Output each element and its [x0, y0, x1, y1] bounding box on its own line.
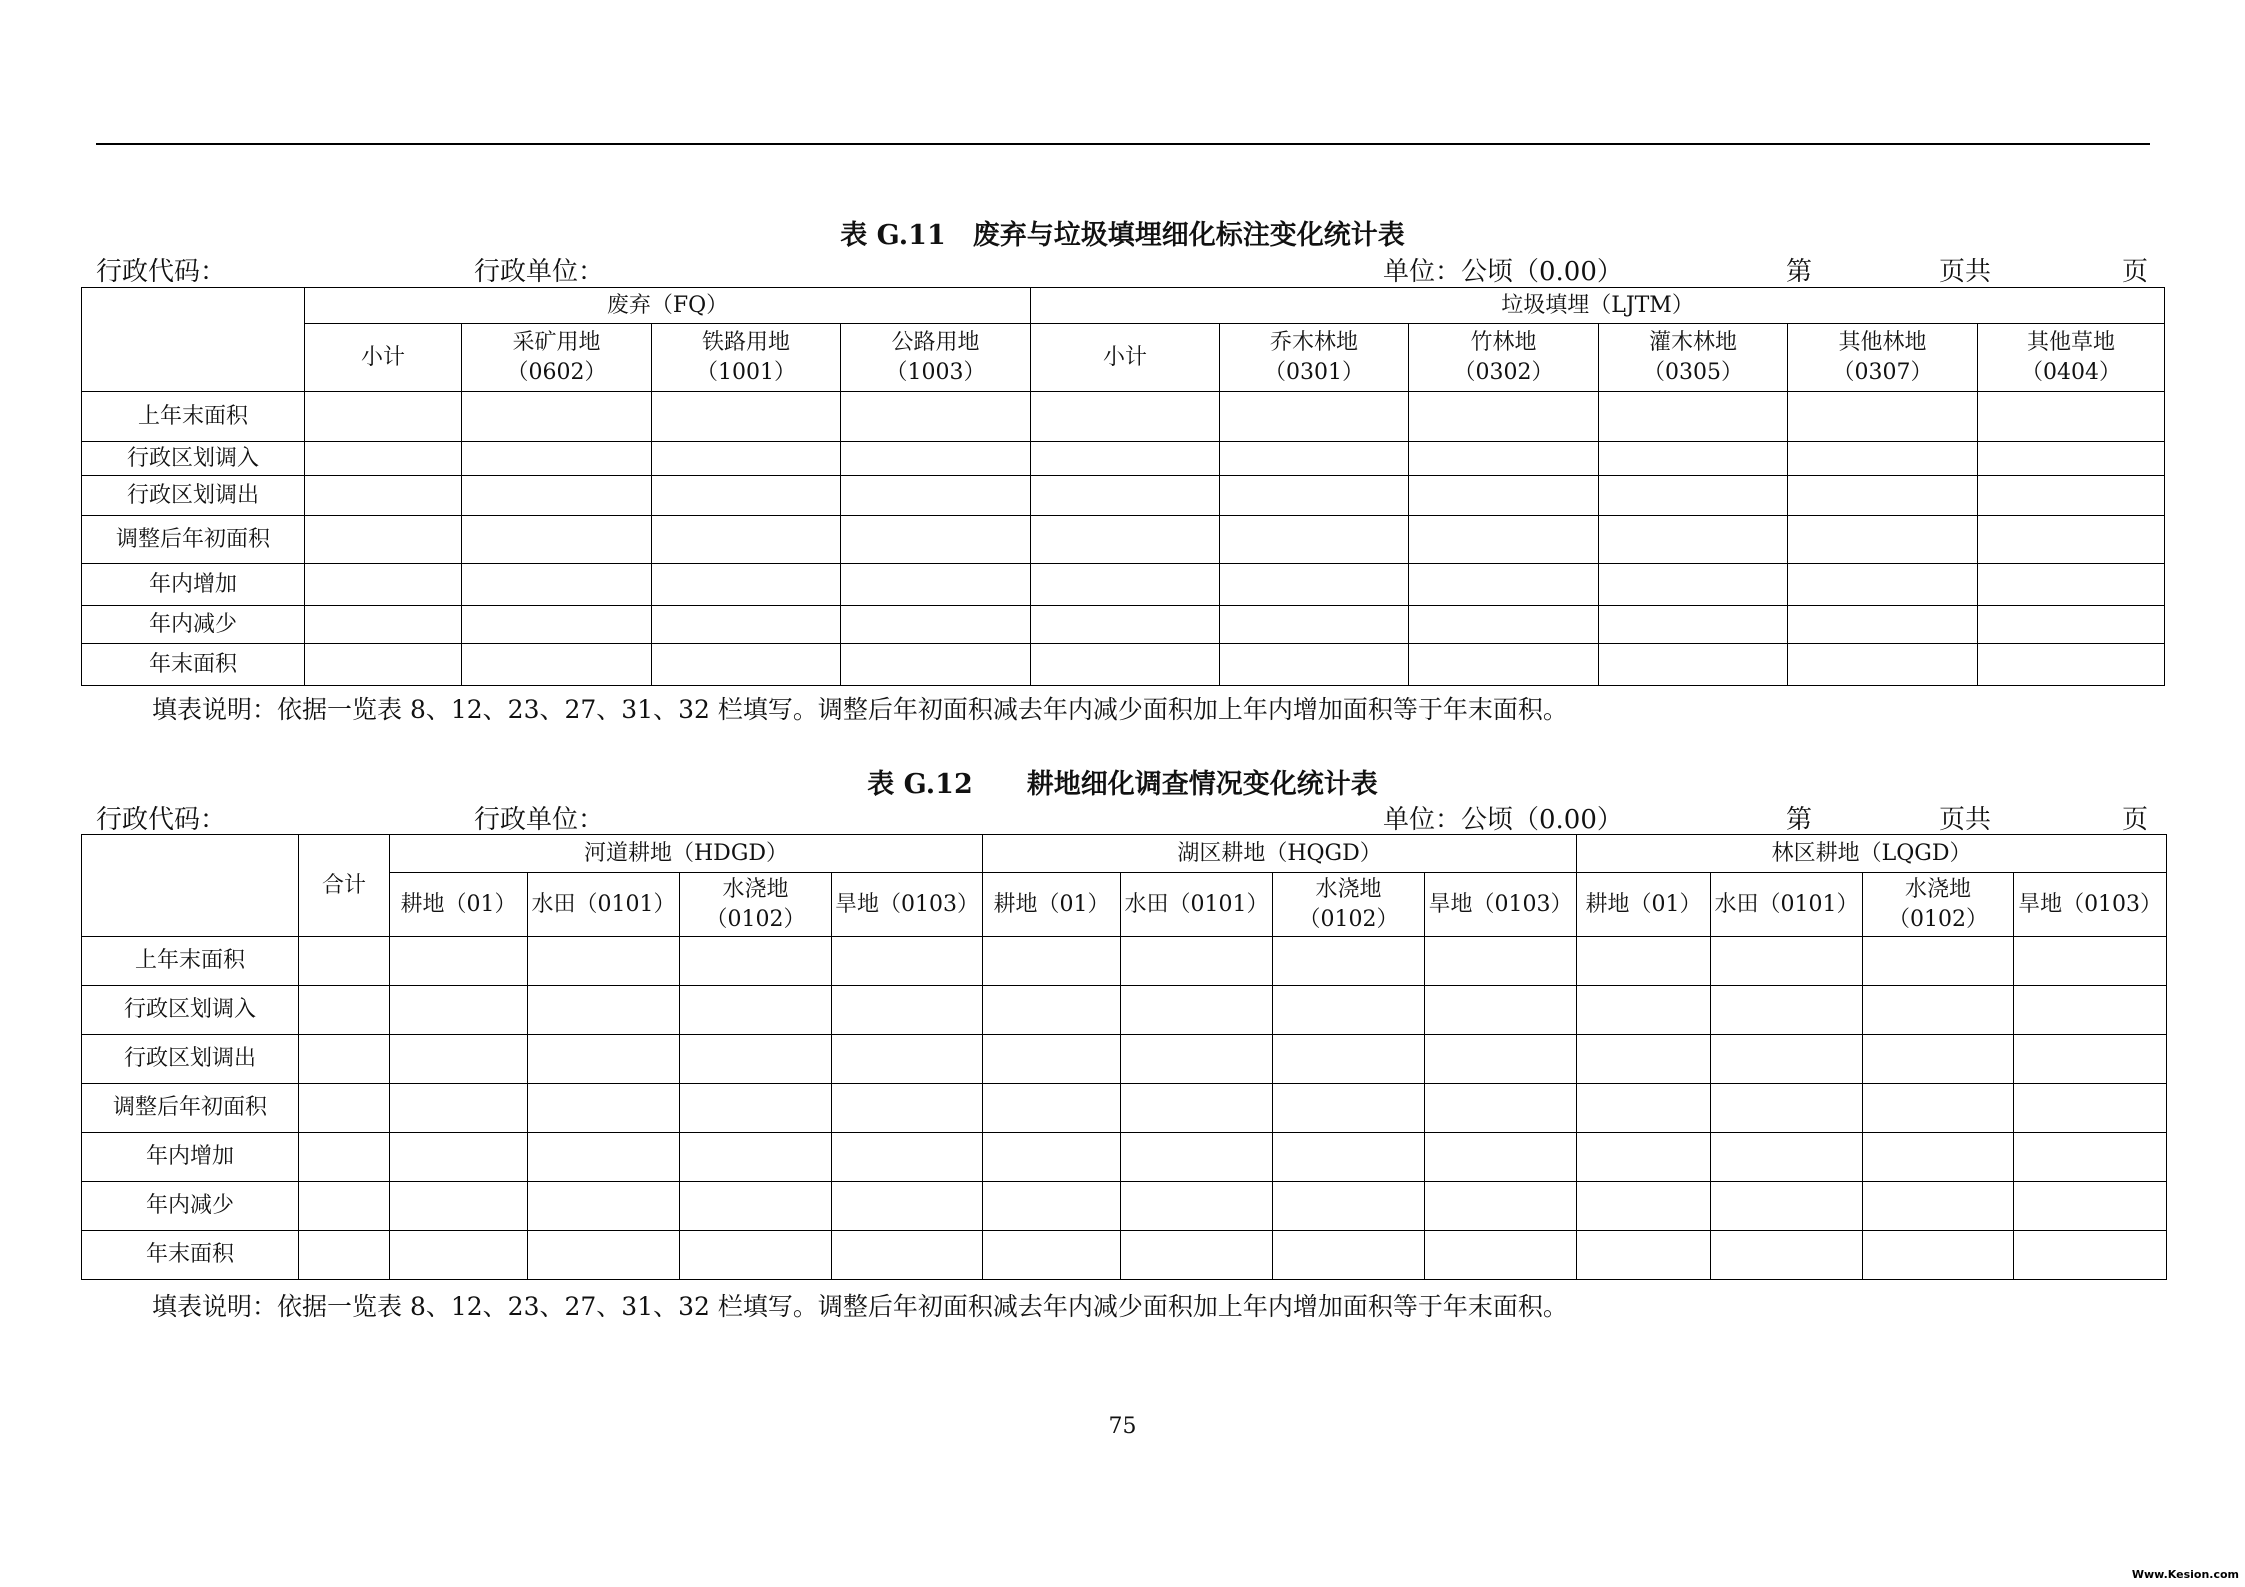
column-code: （0404）: [2021, 359, 2122, 385]
column-header: [1711, 873, 1863, 937]
column-code: （0307）: [1832, 359, 1933, 385]
data-cell[interactable]: [1425, 1035, 1577, 1084]
column-header: [1978, 324, 2165, 392]
data-cell[interactable]: [1273, 986, 1425, 1035]
data-cell[interactable]: [1409, 516, 1599, 564]
data-cell[interactable]: [390, 1035, 528, 1084]
data-cell[interactable]: [1425, 1182, 1577, 1231]
column-header: [1863, 873, 2014, 937]
column-name: 水田（0101）: [1714, 891, 1859, 917]
data-cell[interactable]: [462, 442, 652, 476]
group-header-ljtm: 垃圾填埋（LJTM）: [1031, 288, 2165, 324]
data-cell[interactable]: [2014, 1231, 2167, 1280]
group-header: 河道耕地（HDGD）: [390, 835, 983, 873]
data-cell[interactable]: [1788, 644, 1978, 686]
data-cell[interactable]: [528, 1182, 680, 1231]
column-header: [652, 324, 841, 392]
total-header: 合计: [299, 835, 390, 937]
column-header: [841, 324, 1031, 392]
data-cell[interactable]: [832, 1035, 983, 1084]
data-cell[interactable]: [1599, 392, 1788, 442]
table-row: [82, 1133, 2167, 1182]
data-cell[interactable]: [1863, 986, 2014, 1035]
data-cell[interactable]: [1978, 564, 2165, 606]
table-g11-title: 表 G.11 废弃与垃圾填埋细化标注变化统计表: [840, 220, 1405, 251]
data-cell[interactable]: [305, 516, 462, 564]
column-header: [1425, 873, 1577, 937]
data-cell[interactable]: [299, 937, 390, 986]
data-cell[interactable]: [832, 1231, 983, 1280]
data-cell[interactable]: [528, 1133, 680, 1182]
data-cell[interactable]: [1121, 1035, 1273, 1084]
table-g12-title: 表 G.12 耕地细化调查情况变化统计表: [867, 769, 1378, 800]
data-cell[interactable]: [652, 392, 841, 442]
watermark: Www.Kesion.com: [2131, 1568, 2239, 1581]
data-cell[interactable]: [841, 392, 1031, 442]
data-cell[interactable]: [1409, 442, 1599, 476]
corner-cell: [82, 288, 305, 392]
admin-code-label: 行政代码：: [96, 805, 227, 835]
data-cell[interactable]: [1978, 476, 2165, 516]
table-g12-note: 填表说明：依据一览表 8、12、23、27、31、32 栏填写。调整后年初面积减去年内减少面积加上年内增加面积等于年末面积。: [152, 1292, 1568, 1321]
data-cell[interactable]: [462, 644, 652, 686]
data-cell[interactable]: [390, 986, 528, 1035]
measure-unit: 单位：公顷（0.00）: [1383, 805, 1623, 835]
data-cell[interactable]: [305, 476, 462, 516]
column-header: [1788, 324, 1978, 392]
column-code: （0102）: [1888, 906, 1989, 932]
column-header: [390, 873, 528, 937]
data-cell[interactable]: [1220, 644, 1409, 686]
page-number: 75: [1108, 1414, 1137, 1439]
row-label: 年末面积: [82, 1231, 299, 1280]
column-name: 旱地（0103）: [2018, 891, 2163, 917]
table-row: [82, 986, 2167, 1035]
data-cell[interactable]: [1273, 1035, 1425, 1084]
column-header: [983, 873, 1121, 937]
data-cell[interactable]: [299, 1231, 390, 1280]
page-ye: 页: [2122, 257, 2149, 287]
table-row: [82, 1182, 2167, 1231]
page-di: 第: [1786, 257, 1813, 287]
group-header: 林区耕地（LQGD）: [1577, 835, 2167, 873]
column-header: [462, 324, 652, 392]
data-cell[interactable]: [1577, 937, 1711, 986]
admin-code-label: 行政代码：: [96, 257, 227, 287]
data-cell[interactable]: [1121, 1231, 1273, 1280]
data-cell[interactable]: [1577, 1231, 1711, 1280]
corner-cell: [82, 835, 299, 937]
data-cell[interactable]: [832, 1084, 983, 1133]
data-cell[interactable]: [680, 1035, 832, 1084]
data-cell[interactable]: [1788, 564, 1978, 606]
data-cell[interactable]: [528, 986, 680, 1035]
table-row: [82, 564, 2165, 606]
data-cell[interactable]: [1273, 1133, 1425, 1182]
data-cell[interactable]: [680, 937, 832, 986]
column-code: （0102）: [1298, 906, 1399, 932]
data-cell[interactable]: [841, 516, 1031, 564]
data-cell[interactable]: [305, 644, 462, 686]
data-cell[interactable]: [1788, 516, 1978, 564]
data-cell[interactable]: [1220, 606, 1409, 644]
data-cell[interactable]: [1031, 606, 1220, 644]
data-cell[interactable]: [983, 937, 1121, 986]
data-cell[interactable]: [680, 1182, 832, 1231]
data-cell[interactable]: [1978, 516, 2165, 564]
column-name: 采矿用地: [512, 329, 601, 355]
data-cell[interactable]: [1863, 1231, 2014, 1280]
column-name: 公路用地: [891, 329, 980, 355]
table-row: [82, 392, 2165, 442]
table-row: [82, 606, 2165, 644]
row-label: 调整后年初面积: [82, 516, 305, 564]
data-cell[interactable]: [390, 1133, 528, 1182]
data-cell[interactable]: [299, 1133, 390, 1182]
column-name: 耕地（01）: [1585, 891, 1702, 917]
table-row: [82, 442, 2165, 476]
data-cell[interactable]: [305, 442, 462, 476]
column-name: 其他草地: [2027, 329, 2116, 355]
column-code: （0102）: [705, 906, 806, 932]
data-cell[interactable]: [1863, 1035, 2014, 1084]
table-g11-body: [82, 392, 2165, 686]
table-row: [82, 1035, 2167, 1084]
data-cell[interactable]: [1788, 606, 1978, 644]
data-cell[interactable]: [1220, 476, 1409, 516]
data-cell[interactable]: [1711, 1084, 1863, 1133]
column-header: [1031, 324, 1220, 392]
data-cell[interactable]: [652, 442, 841, 476]
column-code: （0302）: [1453, 359, 1554, 385]
data-cell[interactable]: [1031, 442, 1220, 476]
data-cell[interactable]: [1978, 606, 2165, 644]
column-header: [1577, 873, 1711, 937]
group-header: 湖区耕地（HQGD）: [983, 835, 1577, 873]
data-cell[interactable]: [832, 937, 983, 986]
data-cell[interactable]: [1577, 1133, 1711, 1182]
column-header: [680, 873, 832, 937]
data-cell[interactable]: [680, 986, 832, 1035]
page-gong: 页共: [1939, 805, 1992, 835]
data-cell[interactable]: [1220, 392, 1409, 442]
data-cell[interactable]: [1599, 516, 1788, 564]
data-cell[interactable]: [390, 1084, 528, 1133]
column-code: （1001）: [696, 359, 796, 385]
admin-unit-label: 行政单位：: [474, 257, 605, 287]
data-cell[interactable]: [983, 1084, 1121, 1133]
column-header: [1273, 873, 1425, 937]
data-cell[interactable]: [299, 986, 390, 1035]
measure-unit: 单位：公顷（0.00）: [1383, 257, 1623, 287]
table-row: [82, 1231, 2167, 1280]
column-name: 水浇地: [722, 876, 789, 902]
data-cell[interactable]: [1121, 1084, 1273, 1133]
column-header: [1599, 324, 1788, 392]
data-cell[interactable]: [983, 1133, 1121, 1182]
data-cell[interactable]: [390, 937, 528, 986]
data-cell[interactable]: [305, 564, 462, 606]
data-cell[interactable]: [983, 1182, 1121, 1231]
data-cell[interactable]: [652, 606, 841, 644]
data-cell[interactable]: [1788, 476, 1978, 516]
data-cell[interactable]: [1978, 442, 2165, 476]
data-cell[interactable]: [2014, 1084, 2167, 1133]
column-code: （0305）: [1643, 359, 1743, 385]
data-cell[interactable]: [652, 476, 841, 516]
data-cell[interactable]: [1031, 564, 1220, 606]
row-label: 行政区划调入: [82, 986, 299, 1035]
data-cell[interactable]: [528, 1035, 680, 1084]
data-cell[interactable]: [1711, 1231, 1863, 1280]
row-label: 行政区划调入: [82, 442, 305, 476]
data-cell[interactable]: [1577, 1084, 1711, 1133]
column-name: 水浇地: [1905, 876, 1972, 902]
data-cell[interactable]: [1978, 392, 2165, 442]
page-di: 第: [1786, 805, 1813, 835]
data-cell[interactable]: [1599, 442, 1788, 476]
data-cell[interactable]: [841, 606, 1031, 644]
data-cell[interactable]: [841, 564, 1031, 606]
data-cell[interactable]: [390, 1182, 528, 1231]
column-name: 其他林地: [1838, 329, 1927, 355]
row-label: 行政区划调出: [82, 1035, 299, 1084]
column-name: 水浇地: [1315, 876, 1382, 902]
row-label: 年内增加: [82, 1133, 299, 1182]
row-label: 年内增加: [82, 564, 305, 606]
column-header: [528, 873, 680, 937]
table-row: [82, 1084, 2167, 1133]
column-header: [305, 324, 462, 392]
data-cell[interactable]: [841, 442, 1031, 476]
data-cell[interactable]: [1425, 937, 1577, 986]
column-name: 旱地（0103）: [1428, 891, 1573, 917]
page-ye: 页: [2122, 805, 2149, 835]
data-cell[interactable]: [652, 564, 841, 606]
data-cell[interactable]: [680, 1084, 832, 1133]
data-cell[interactable]: [680, 1231, 832, 1280]
column-header: [1121, 873, 1273, 937]
data-cell[interactable]: [462, 606, 652, 644]
column-name: 竹林地: [1470, 329, 1537, 355]
data-cell[interactable]: [1121, 1182, 1273, 1231]
data-cell[interactable]: [1711, 1182, 1863, 1231]
data-cell[interactable]: [1425, 1133, 1577, 1182]
data-cell[interactable]: [1220, 442, 1409, 476]
data-cell[interactable]: [983, 986, 1121, 1035]
data-cell[interactable]: [1788, 392, 1978, 442]
admin-unit-label: 行政单位：: [474, 805, 605, 835]
column-header: [1409, 324, 1599, 392]
table-row: [82, 644, 2165, 686]
data-cell[interactable]: [462, 564, 652, 606]
data-cell[interactable]: [528, 937, 680, 986]
column-name: 小计: [1102, 344, 1147, 370]
data-cell[interactable]: [2014, 937, 2167, 986]
data-cell[interactable]: [1599, 644, 1788, 686]
data-cell[interactable]: [390, 1231, 528, 1280]
row-label: 年内减少: [82, 1182, 299, 1231]
data-cell[interactable]: [2014, 986, 2167, 1035]
row-label: 年内减少: [82, 606, 305, 644]
data-cell[interactable]: [841, 644, 1031, 686]
data-cell[interactable]: [2014, 1133, 2167, 1182]
column-name: 小计: [360, 344, 405, 370]
data-cell[interactable]: [1273, 1231, 1425, 1280]
row-label: 年末面积: [82, 644, 305, 686]
row-label: 上年末面积: [82, 392, 305, 442]
table-g11-note: 填表说明：依据一览表 8、12、23、27、31、32 栏填写。调整后年初面积减去年内减少面积加上年内增加面积等于年末面积。: [152, 695, 1568, 724]
data-cell[interactable]: [305, 392, 462, 442]
data-cell[interactable]: [652, 644, 841, 686]
column-header: [832, 873, 983, 937]
data-cell[interactable]: [462, 476, 652, 516]
data-cell[interactable]: [1121, 937, 1273, 986]
row-label: 上年末面积: [82, 937, 299, 986]
data-cell[interactable]: [1409, 606, 1599, 644]
group-header-fq: 废弃（FQ）: [305, 288, 1031, 324]
data-cell[interactable]: [983, 1035, 1121, 1084]
column-name: 水田（0101）: [1124, 891, 1269, 917]
column-header: [2014, 873, 2167, 937]
data-cell[interactable]: [1599, 476, 1788, 516]
data-cell[interactable]: [1409, 564, 1599, 606]
data-cell[interactable]: [299, 1182, 390, 1231]
data-cell[interactable]: [1121, 1133, 1273, 1182]
data-cell[interactable]: [1273, 1182, 1425, 1231]
data-cell[interactable]: [1577, 986, 1711, 1035]
table-g12-body: [82, 937, 2167, 1280]
data-cell[interactable]: [1577, 1182, 1711, 1231]
data-cell[interactable]: [841, 476, 1031, 516]
column-code: （0301）: [1264, 359, 1364, 385]
data-cell[interactable]: [462, 516, 652, 564]
column-name: 旱地（0103）: [835, 891, 980, 917]
column-name: 耕地（01）: [400, 891, 517, 917]
data-cell[interactable]: [1409, 644, 1599, 686]
data-cell[interactable]: [1031, 476, 1220, 516]
data-cell[interactable]: [305, 606, 462, 644]
column-name: 灌木林地: [1648, 329, 1737, 355]
data-cell[interactable]: [1273, 1084, 1425, 1133]
data-cell[interactable]: [652, 516, 841, 564]
column-name: 水田（0101）: [531, 891, 676, 917]
data-cell[interactable]: [2014, 1035, 2167, 1084]
data-cell[interactable]: [1409, 392, 1599, 442]
column-name: 乔木林地: [1269, 329, 1358, 355]
data-cell[interactable]: [680, 1133, 832, 1182]
column-name: 耕地（01）: [993, 891, 1110, 917]
data-cell[interactable]: [1425, 986, 1577, 1035]
data-cell[interactable]: [528, 1084, 680, 1133]
data-cell[interactable]: [1863, 1182, 2014, 1231]
data-cell[interactable]: [1031, 392, 1220, 442]
row-label: 调整后年初面积: [82, 1084, 299, 1133]
row-label: 行政区划调出: [82, 476, 305, 516]
data-cell[interactable]: [1409, 476, 1599, 516]
table-row: [82, 476, 2165, 516]
table-row: [82, 516, 2165, 564]
table-g11: [81, 287, 2165, 686]
data-cell[interactable]: [299, 1035, 390, 1084]
data-cell[interactable]: [832, 1133, 983, 1182]
data-cell[interactable]: [1273, 937, 1425, 986]
data-cell[interactable]: [1031, 644, 1220, 686]
data-cell[interactable]: [1599, 606, 1788, 644]
data-cell[interactable]: [1577, 1035, 1711, 1084]
page-gong: 页共: [1939, 257, 1992, 287]
data-cell[interactable]: [1425, 1231, 1577, 1280]
data-cell[interactable]: [1599, 564, 1788, 606]
data-cell[interactable]: [1711, 1035, 1863, 1084]
data-cell[interactable]: [1220, 516, 1409, 564]
data-cell[interactable]: [832, 986, 983, 1035]
data-cell[interactable]: [1711, 986, 1863, 1035]
data-cell[interactable]: [462, 392, 652, 442]
data-cell[interactable]: [2014, 1182, 2167, 1231]
data-cell[interactable]: [1978, 644, 2165, 686]
column-code: （1003）: [885, 359, 986, 385]
column-name: 铁路用地: [701, 329, 790, 355]
data-cell[interactable]: [1711, 937, 1863, 986]
data-cell[interactable]: [1711, 1133, 1863, 1182]
data-cell[interactable]: [1788, 442, 1978, 476]
column-header: [1220, 324, 1409, 392]
data-cell[interactable]: [528, 1231, 680, 1280]
data-cell[interactable]: [299, 1084, 390, 1133]
table-g12-meta: [96, 799, 2150, 833]
column-code: （0602）: [506, 359, 607, 385]
data-cell[interactable]: [1220, 564, 1409, 606]
table-g11-meta: [96, 251, 2150, 285]
data-cell[interactable]: [1863, 937, 2014, 986]
table-g12: [81, 834, 2167, 1280]
data-cell[interactable]: [1121, 986, 1273, 1035]
data-cell[interactable]: [983, 1231, 1121, 1280]
data-cell[interactable]: [1425, 1084, 1577, 1133]
table-row: [82, 937, 2167, 986]
data-cell[interactable]: [1031, 516, 1220, 564]
data-cell[interactable]: [1863, 1133, 2014, 1182]
data-cell[interactable]: [832, 1182, 983, 1231]
header-rule: [96, 143, 2150, 145]
data-cell[interactable]: [1863, 1084, 2014, 1133]
